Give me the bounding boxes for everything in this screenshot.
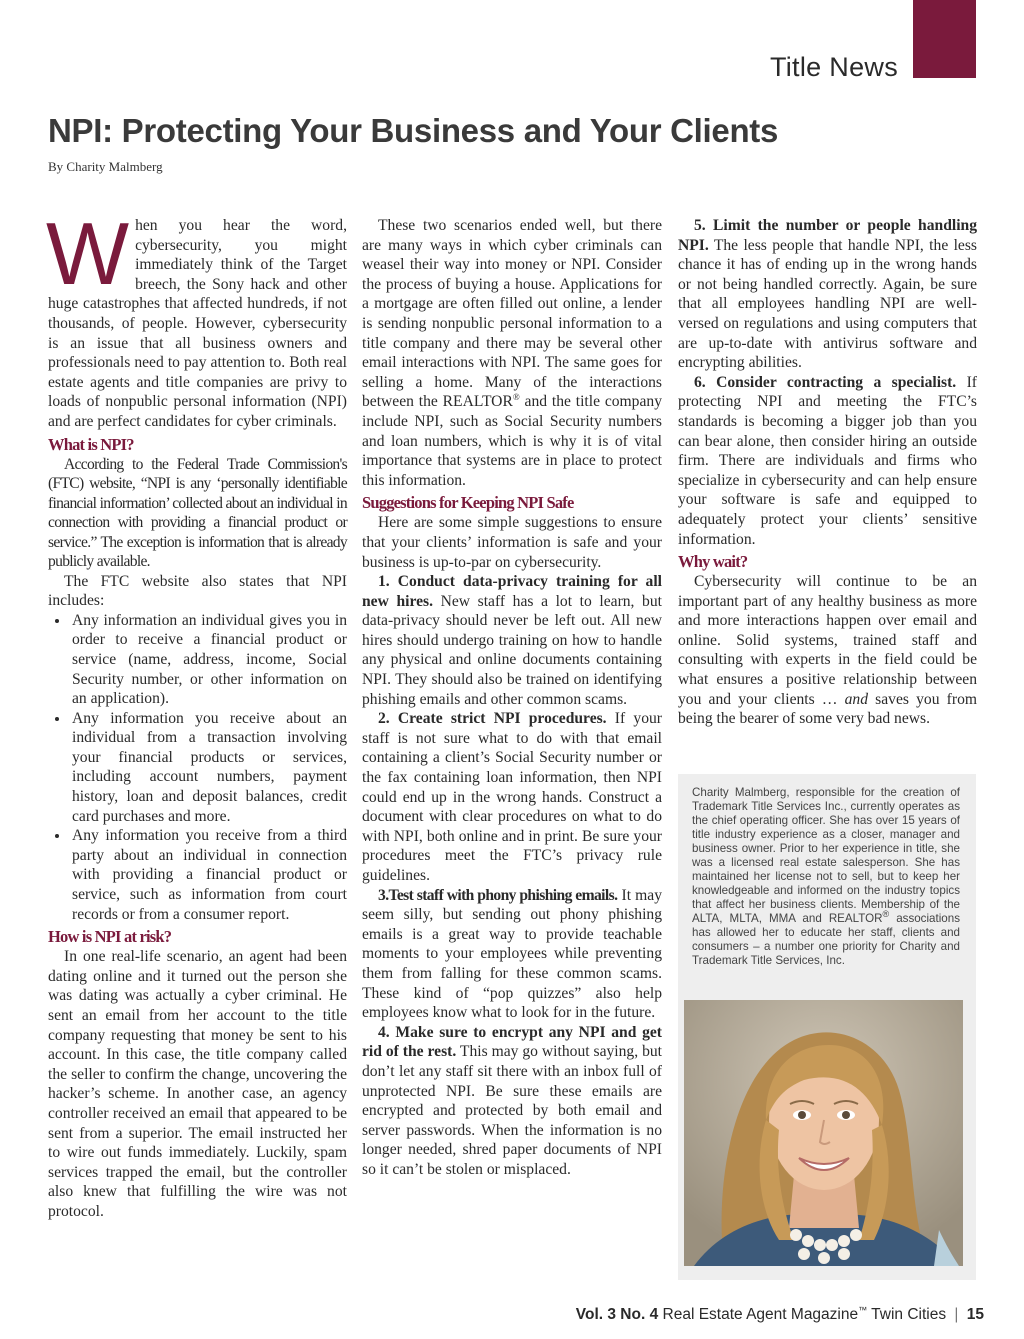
registered-mark: ® [882,909,890,920]
scenarios-paragraph [362,216,662,490]
suggestion-4 [362,1023,662,1180]
what-paragraph-1: According to the Federal Trade Commission's (FTC) website, “NPI is any ‘personally identifiable financial information’ collected about an individual in connection with providing a financial product or service.” The exception is information that is already publicly available. [48,455,347,571]
npi-bullet-list [48,611,347,925]
subhead-npi-risk: How is NPI at risk? [48,927,172,947]
suggestions-intro: Here are some simple suggestions to ensure that your clients’ information is safe and your business is up-to-par on cybersecurity. [362,514,662,571]
bullet-item: • Any information an individual gives you in order to receive a financial product or service (name, address, income, Social Security number, or other information on an application). [70,611,347,709]
suggestion-6 [678,373,977,549]
trademark-mark: ™ [858,1304,868,1315]
bullet-item: • Any information you receive about an individual from a transaction involving your financial products or services, including account numbers, payment history, loan and deposit balances, credit card purchases and more. [70,709,347,827]
article-column-1 [46,204,347,1222]
intro-paragraph [46,204,347,432]
suggestion-2-body: If your staff is not sure what to do with that email containing a client’s Social Security number or the fax containing loan information, then NPI could end up in the wrong hands. Construct a document with clear procedures on what to do with NPI, both online and in print. Be sure your procedures meet the FTC’s privacy rule guidelines. [362,710,662,884]
footer-separator: | [954,1306,959,1323]
risk-paragraph: In one real-life scenario, an agent had been dating online and it turned out the person she was dating was actually a cyber criminal. He sent an email from her account to the title company requesting that money be sent to his account. In this case, the title company called the seller to confirm the change, uncovering the hacker’s scheme. In another case, an agency controller received an email that appeared to be sent from a superior. The email instructed her to wire out funds immediately. Luckily, spam services trapped the email, but the controller also knew that fulfilling the wire was not protocol. [48,948,347,1220]
bullet-item: • Any information you receive from a third party about an individual in connection with providing a financial product or service, such as information from court records or from a consumer report. [70,826,347,924]
author-photo [684,1000,963,1266]
subhead-what-is-npi: What is NPI? [48,434,134,454]
subhead-why-wait: Why wait? [678,552,748,572]
author-portrait-illustration [684,1000,963,1266]
page-footer [576,1306,984,1324]
why-text-a: Cybersecurity will continue to be an important part of any healthy business as more and more interactions happen over email and online. Solid systems, trained staff and consulting with experts in the field could be what ensures a positive relationship between you and your clients … [678,573,977,708]
section-color-bar [913,0,976,78]
suggestion-5-title: 5. Limit the number or people handling NPI. [678,217,977,254]
what-paragraph-2: The FTC website also states that NPI includes: [48,572,347,610]
registered-mark: ® [512,392,520,403]
suggestion-2-title: 2. Create strict NPI procedures. [378,710,607,728]
footer-edition: Twin Cities [871,1306,947,1323]
why-text-em: and [844,690,869,708]
footer-magazine: Real Estate Agent Magazine [662,1306,859,1323]
suggestion-6-title: 6. Consider contracting a specialist. [694,373,957,391]
why-paragraph [678,572,977,729]
byline: By Charity Malmberg [48,159,163,174]
suggestion-3-title: 3.Test staff with phony phishing emails. [378,886,618,904]
bio-text-a: Charity Malmberg, responsible for the creation of Trademark Title Services Inc., currently operates as the chief operating officer. She has over 15 years of title industry experience as a closer, manager and business owner. Prior to her experience in title, she was a licensed real estate salesperson. She has maintained her license not to sell, but to keep her knowledgeable and informed on the industry topics that affect her business clients. Membership of the ALTA, MLTA, MMA and REALTOR [692,786,960,925]
suggestion-2 [362,709,662,885]
suggestion-4-body: This may go without saying, but don’t let any staff sit there with an inbox full of unprotected NPI. Be sure these emails are encrypted and protected by both email and server passwords. When the information is no longer needed, shred paper documents of NPI so it can’t be stolen or misplaced. [362,1043,662,1178]
intro-text: hen you hear the word, cybersecurity, you might immediately think of the Target breech, the Sony hack and other huge catastrophes that affected hundreds, if not thousands, of people. However, cybersecurity is an issue that all business owners and professionals need to pay attention to. Both real estate agents and title companies are privy to loads of nonpublic personal information (NPI) and are perfect candidates for cyber criminals. [48,217,347,430]
why-text-b: saves you from being the bearer of some very bad news. [678,690,977,728]
bio-text-b: associations has allowed her to educate her staff, clients and consumers – a number one priority for Charity and Trademark Title Services, Inc. [692,912,960,967]
suggestion-6-body: If protecting NPI and meeting the FTC’s standards is becoming a bigger job than you can bear alone, then consider hiring an outside firm. There are individuals and firms who specialize in cybersecurity and can help ensure your software is safe and equipped to adequately protect your clients’ sensitive information. [678,373,977,548]
author-bio-text [692,786,960,968]
article-column-3 [678,216,977,729]
article-column-2 [362,216,662,1180]
suggestion-4-title: 4. Make sure to encrypt any NPI and get rid of the rest. [362,1023,662,1061]
section-title: Title News [769,52,898,82]
suggestion-1-title: 1. Conduct data-privacy training for all new hires. [362,573,662,610]
suggestion-1 [362,572,662,709]
article-headline: NPI: Protecting Your Business and Your Clients [48,112,779,149]
suggestion-5 [678,216,977,373]
suggestion-5-body: The less people that handle NPI, the less chance it has of ending up in the wrong hands or not being handled correctly. Again, be sure that all employees handling NPI are well-versed on regulations and using computers that are up-to-date with antivirus software and encrypting abilities. [678,236,977,372]
drop-cap: W [46,204,130,303]
scenarios-text-a: These two scenarios ended well, but there are many ways in which cyber criminals can weasel their way into money or NPI. Consider the process of buying a house. Applications for a mortgage are often filled out online, a lender is sending nonpublic personal information to a title company and there may be several other email interactions with NPI. The same goes for selling a home. Many of the interactions between the REALTOR [362,217,662,411]
suggestion-3 [362,886,662,1023]
scenarios-text-b: and the title company include NPI, such as Social Security numbers and loan numbers, which is why it is of vital importance that systems are in place to protect this information. [362,393,662,489]
footer-volume: Vol. 3 No. 4 [575,1306,659,1323]
page-number: 15 [966,1306,984,1323]
suggestion-3-body: It may seem silly, but sending out phony phishing emails is a great way to provide teachable moments to your employees while preventing them from falling for these common scams. These kind of “pop quizzes” also help employees know what to look for in the future. [362,886,662,1022]
subhead-suggestions: Suggestions for Keeping NPI Safe [362,493,574,513]
suggestion-1-body: New staff has a lot to learn, but data-privacy should never be left out. All new hires should undergo training on how to handle any physical and online documents containing NPI. They should also be trained on identifying phishing emails and other common scams. [362,592,662,708]
